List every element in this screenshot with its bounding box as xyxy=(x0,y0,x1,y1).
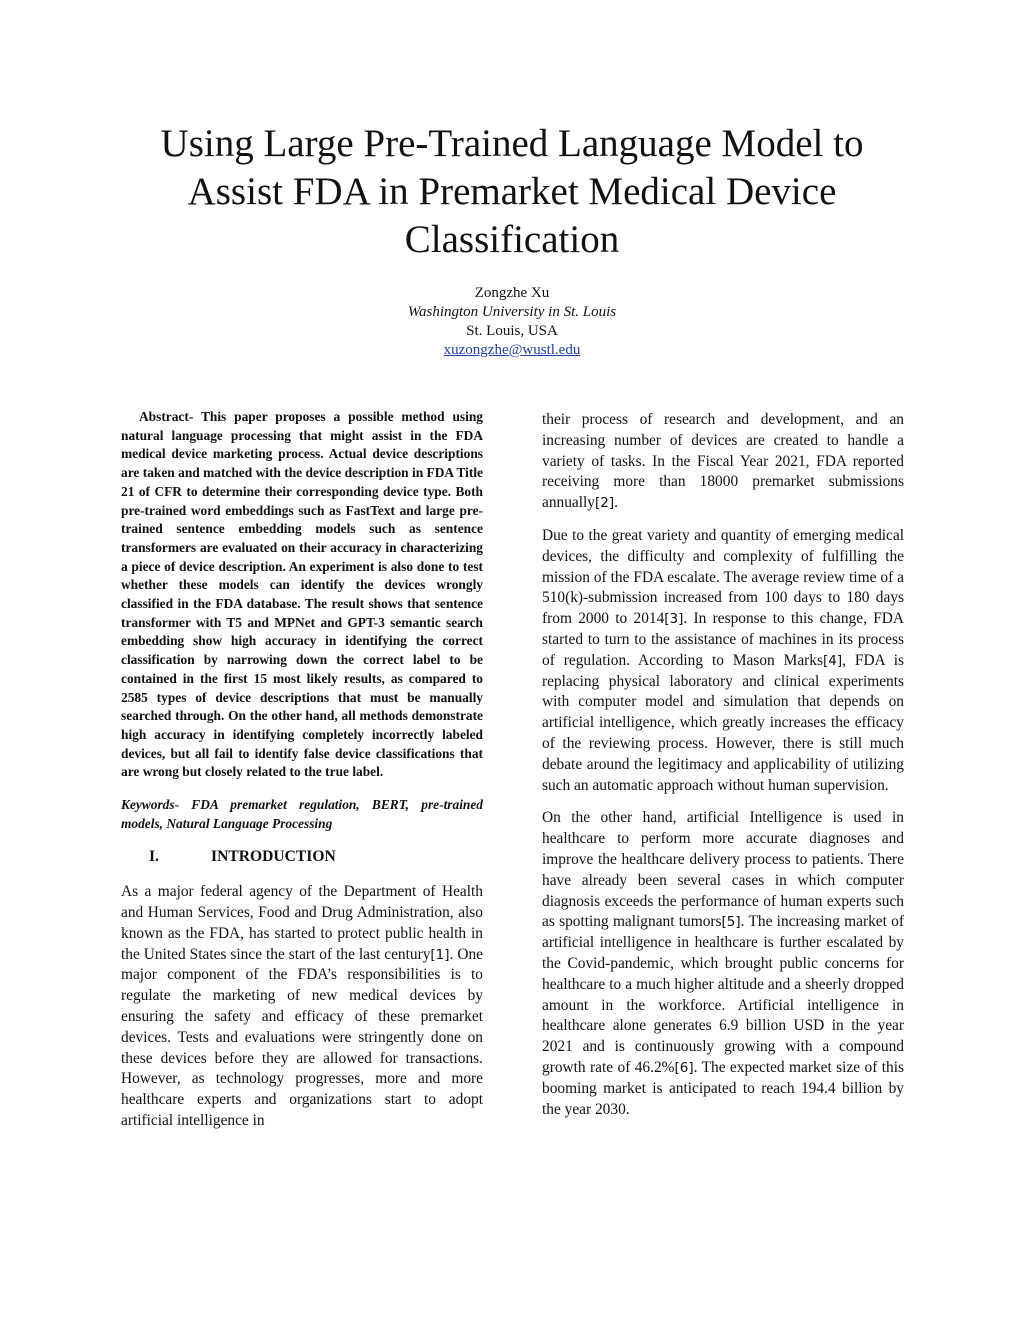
citation-6[interactable]: [6] xyxy=(674,1059,694,1076)
title-line-2: Assist FDA in Premarket Medical Device xyxy=(187,170,837,213)
author-block xyxy=(262,284,762,360)
citation-3[interactable]: [3] xyxy=(664,611,684,628)
right-paragraph-1: their process of research and development, and an increasing number of devices are created to handle a variety of tasks. In the Fiscal Year 2021, FDA reported receiving more than 18000 premarket submissions annually[2]. xyxy=(542,411,904,512)
section-title: INTRODUCTION xyxy=(211,848,336,866)
left-column xyxy=(121,408,483,1144)
citation-5[interactable]: [5] xyxy=(721,914,741,931)
title-line-3: Classification xyxy=(404,218,620,261)
author-affiliation: Washington University in St. Louis xyxy=(407,304,617,320)
paper-title xyxy=(80,120,944,264)
citation-4[interactable]: [4] xyxy=(822,652,843,669)
author-name: Zongzhe Xu xyxy=(474,285,550,301)
section-number: I. xyxy=(149,848,159,866)
intro-paragraph-1: As a major federal agency of the Department of Health and Human Services, Food and Drug Administration, also known as the FDA, has started to protect public health in the United States since the start of the last century[1]. One major component of the FDA’s responsibilities is to regulate the marketing of new medical devices by ensuring the safety and efficacy of these premarket devices. Tests and evaluations were stringently done on these devices before they are allowed for transactions. However, as technology progresses, more and more healthcare experts and organizations start to adopt artificial intelligence in xyxy=(121,883,483,1130)
author-location: St. Louis, USA xyxy=(466,323,558,339)
section-heading-introduction xyxy=(121,847,483,868)
abstract: Abstract- This paper proposes a possible method using natural language processing that might assist in the FDA medical device marketing process. Actual device descriptions are taken and matched with the device description in FDA Title 21 of CFR to determine their corresponding device type. Both pre-trained word embeddings such as FastText and large pre-trained sentence embedding models such as sentence transformers are evaluated on their accuracy in characterizing a piece of device description. An experiment is also done to test whether these models can identify the devices wrongly classified in the FDA database. The result shows that sentence transformer with T5 and MPNet and GPT-3 semantic search embedding show high accuracy in identifying the correct classification by narrowing down the correct label to be contained in the first 15 most likely results, as compared to 2585 types of device descriptions that must be manually searched through. On the other hand, all methods demonstrate high accuracy in identifying completely incorrectly labeled devices, but all fail to identify false device classifications that are wrong but closely related to the true label. xyxy=(121,409,483,780)
keywords: Keywords- FDA premarket regulation, BERT, pre-trained models, Natural Language Processing xyxy=(121,797,483,831)
right-paragraph-3: On the other hand, artificial Intelligence is used in healthcare to perform more accurate diagnoses and improve the healthcare delivery process to patients. There have already been several cases in which computer diagnosis exceeds the performance of human experts such as spotting malignant tumors[5]. The increasing market of artificial intelligence in healthcare is further escalated by the Covid-pandemic, which brought public concerns for healthcare to a much higher altitude and a sheerly dropped amount in the workforce. Artificial intelligence in healthcare alone generates 6.9 billion USD in the year 2021 and is continuously growing with a compound growth rate of 46.2%[6]. The expected market size of this booming market is anticipated to reach 194.4 billion by the year 2030. xyxy=(542,809,904,1118)
right-column xyxy=(542,410,904,1132)
title-line-1: Using Large Pre-Trained Language Model to xyxy=(160,122,864,165)
citation-2[interactable]: [2] xyxy=(595,495,615,512)
author-email-link[interactable]: xuzongzhe@wustl.edu xyxy=(443,342,581,358)
citation-1[interactable]: [1] xyxy=(430,946,450,963)
right-paragraph-2: Due to the great variety and quantity of emerging medical devices, the difficulty and complexity of fulfilling the mission of the FDA escalate. The average review time of a 510(k)-submission increased from 100 days to 180 days from 2000 to 2014[3]. In response to this change, FDA started to turn to the assistance of machines in its process of regulation. According to Mason Marks[4], FDA is replacing physical laboratory and clinical experiments with computer model and simulation that depends on artificial intelligence, which greatly increases the efficacy of the reviewing process. However, there is still much debate around the legitimacy and applicability of utilizing such an automatic approach without human supervision. xyxy=(542,526,905,794)
